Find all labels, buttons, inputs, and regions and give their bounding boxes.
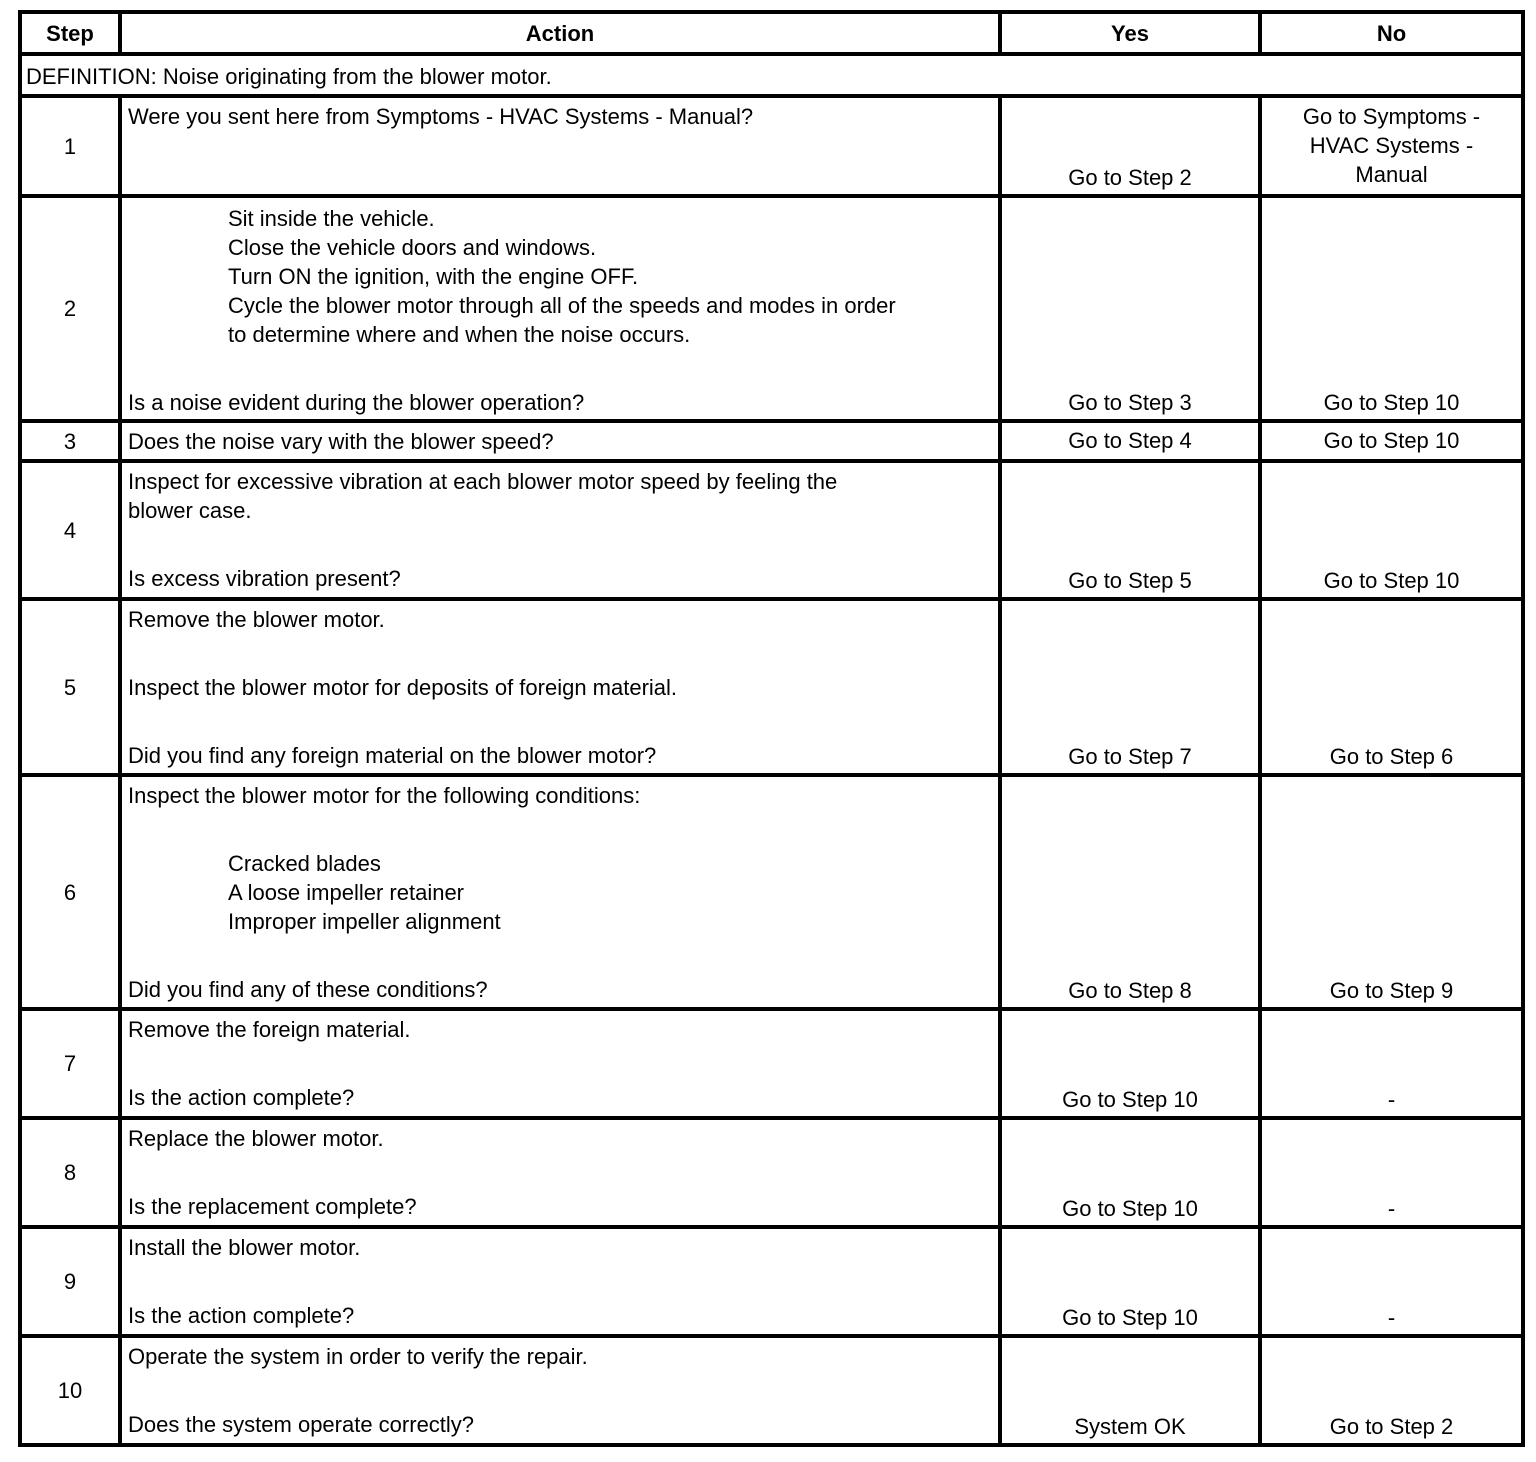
action-question: Is the action complete?	[128, 1303, 355, 1328]
yes-cell: Go to Step 10	[1000, 1118, 1260, 1227]
bullet-item: Sit inside the vehicle.	[228, 206, 435, 231]
table-row	[20, 461, 1523, 599]
step-number: 2	[20, 196, 120, 421]
bullet-item: Close the vehicle doors and windows.	[228, 235, 597, 260]
table-row	[20, 96, 1523, 196]
no-cell: Go to Step 10	[1260, 421, 1523, 461]
bullet-item: Cycle the blower motor through all of the speeds and modes in order	[228, 293, 896, 318]
diagnostic-table	[18, 10, 1525, 1447]
no-cell: Go to Step 10	[1260, 461, 1523, 599]
no-cell: -	[1260, 1009, 1523, 1118]
table-row	[20, 599, 1523, 775]
table-row	[20, 1336, 1523, 1445]
step-number: 1	[20, 96, 120, 196]
action-line: Replace the blower motor.	[128, 1126, 384, 1151]
yes-cell: Go to Step 7	[1000, 599, 1260, 775]
action-cell	[120, 1336, 1000, 1445]
spacer	[128, 936, 992, 975]
action-cell	[120, 196, 1000, 421]
table-row	[20, 1227, 1523, 1336]
bullet-item: Improper impeller alignment	[228, 909, 501, 934]
header-action: Action	[120, 12, 1000, 54]
action-cell	[120, 599, 1000, 775]
step-number: 4	[20, 461, 120, 599]
action-question: Is the action complete?	[128, 1085, 355, 1110]
yes-cell: System OK	[1000, 1336, 1260, 1445]
yes-cell: Go to Step 3	[1000, 196, 1260, 421]
no-cell: Go to Step 2	[1260, 1336, 1523, 1445]
no-cell: -	[1260, 1227, 1523, 1336]
action-question: Did you find any of these conditions?	[128, 977, 488, 1002]
action-line: Remove the blower motor.	[128, 607, 385, 632]
action-line: blower case.	[128, 498, 252, 523]
action-cell	[120, 1118, 1000, 1227]
bullet-item: A loose impeller retainer	[228, 880, 465, 905]
no-cell: Go to Step 10	[1260, 196, 1523, 421]
table-row	[20, 775, 1523, 1009]
no-cell: Go to Step 9	[1260, 775, 1523, 1009]
action-cell	[120, 461, 1000, 599]
spacer	[128, 349, 992, 388]
action-line: Remove the foreign material.	[128, 1017, 411, 1042]
action-line: Operate the system in order to verify the repair.	[128, 1344, 588, 1369]
action-question: Is the replacement complete?	[128, 1194, 417, 1219]
yes-cell: Go to Step 2	[1000, 96, 1260, 196]
no-line: Go to Symptoms -	[1302, 104, 1481, 129]
yes-cell: Go to Step 10	[1000, 1227, 1260, 1336]
yes-cell: Go to Step 4	[1000, 421, 1260, 461]
spacer	[128, 1262, 992, 1301]
bullet-item: Turn ON the ignition, with the engine OFF.	[228, 264, 639, 289]
action-question: Is a noise evident during the blower operation?	[128, 390, 585, 415]
no-line: Manual	[1355, 162, 1428, 187]
action-line: Inspect for excessive vibration at each blower motor speed by feeling the	[128, 469, 838, 494]
step-number: 7	[20, 1009, 120, 1118]
spacer	[128, 525, 992, 564]
spacer	[128, 1044, 992, 1083]
header-row	[20, 12, 1523, 54]
step-number: 6	[20, 775, 120, 1009]
action-cell	[120, 96, 1000, 196]
no-cell: Go to Step 6	[1260, 599, 1523, 775]
definition-text: DEFINITION: Noise originating from the blower motor.	[20, 54, 1523, 96]
step-number: 3	[20, 421, 120, 461]
spacer	[128, 1371, 992, 1410]
header-no: No	[1260, 12, 1523, 54]
bullet-item: to determine where and when the noise occurs.	[228, 322, 691, 347]
no-line: HVAC Systems -	[1309, 133, 1474, 158]
action-question: Does the noise vary with the blower speed?	[120, 421, 1000, 461]
step-number: 5	[20, 599, 120, 775]
yes-cell: Go to Step 10	[1000, 1009, 1260, 1118]
header-yes: Yes	[1000, 12, 1260, 54]
action-line: Inspect the blower motor for deposits of foreign material.	[128, 675, 678, 700]
action-line: Were you sent here from Symptoms - HVAC Systems - Manual?	[128, 104, 754, 129]
spacer	[128, 634, 992, 673]
action-question: Does the system operate correctly?	[128, 1412, 475, 1437]
step-number: 9	[20, 1227, 120, 1336]
action-question: Is excess vibration present?	[128, 566, 401, 591]
table-row	[20, 421, 1523, 461]
no-cell: -	[1260, 1118, 1523, 1227]
no-cell	[1260, 96, 1523, 196]
header-step: Step	[20, 12, 120, 54]
action-cell	[120, 1009, 1000, 1118]
action-question: Did you find any foreign material on the blower motor?	[128, 743, 657, 768]
table-row	[20, 196, 1523, 421]
table-row	[20, 1118, 1523, 1227]
table-row	[20, 1009, 1523, 1118]
step-number: 8	[20, 1118, 120, 1227]
action-line: Install the blower motor.	[128, 1235, 361, 1260]
spacer	[128, 702, 992, 741]
bullet-item: Cracked blades	[228, 851, 381, 876]
yes-cell: Go to Step 5	[1000, 461, 1260, 599]
diagnostic-table-page	[18, 10, 1521, 1447]
step-number: 10	[20, 1336, 120, 1445]
action-cell	[120, 1227, 1000, 1336]
definition-row	[20, 54, 1523, 96]
spacer	[128, 1153, 992, 1192]
action-line: Inspect the blower motor for the following conditions:	[128, 783, 641, 808]
yes-cell: Go to Step 8	[1000, 775, 1260, 1009]
action-cell	[120, 775, 1000, 1009]
spacer	[128, 810, 992, 849]
